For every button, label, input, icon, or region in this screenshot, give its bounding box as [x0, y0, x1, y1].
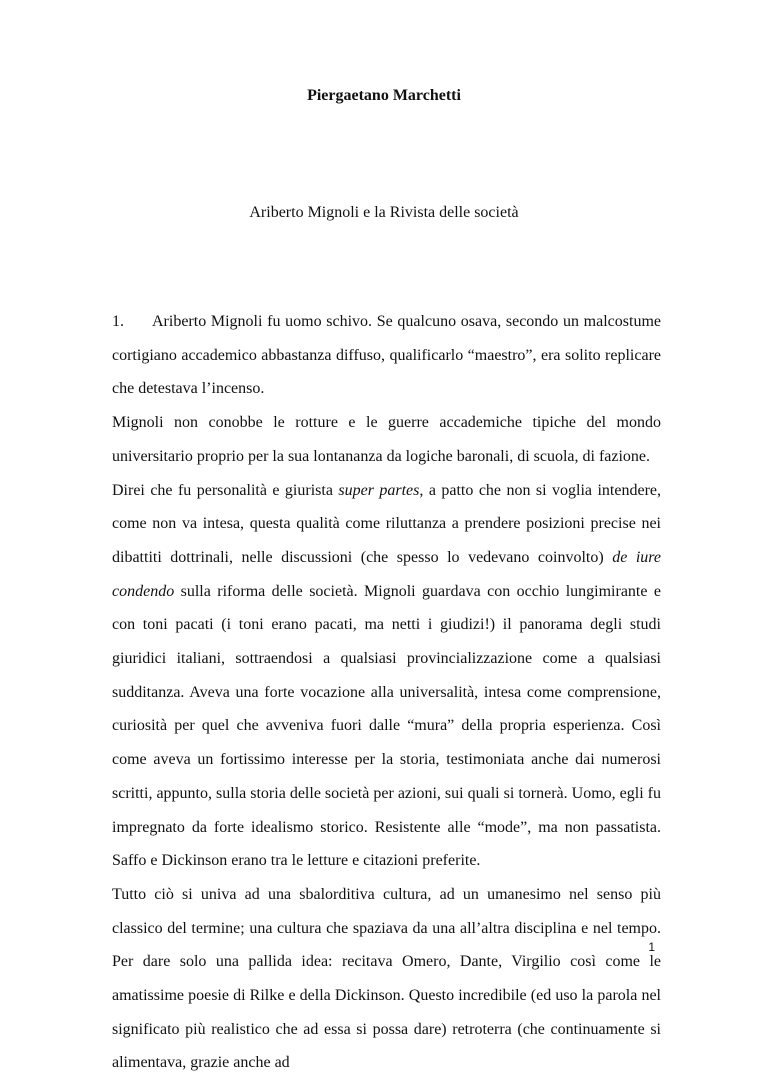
article-title: Ariberto Mignoli e la Rivista delle società	[249, 204, 519, 221]
italic-phrase: de iure condendo	[112, 548, 662, 600]
section-number: 1.	[112, 313, 124, 330]
paragraph: Tutto ciò si univa ad una sbalorditiva cultura, ad un umanesimo nel senso più classico del termine; una cultura che spaziava da una all’altra disciplina e nel tempo. Per dare solo una pallida idea: recitava Omero, Dante, Virgilio così come le amatissime poesie di Rilke e della Dickinson. Questo incredibile (ed uso la parola nel significato più realistico che ad essa si possa dare) retroterra (che continuamente si alimentava, grazie anche ad	[112, 885, 661, 1072]
paragraph-text: Ariberto Mignoli fu uomo schivo. Se qualcuno osava, secondo un malcostume cortigiano accademico abbastanza diffuso, qualificarlo “maestro”, era solito replicare che detestava l’incenso.	[112, 313, 661, 398]
body-text	[112, 305, 661, 1080]
paragraph: Mignoli non conobbe le rotture e le guerre accademiche tipiche del mondo universitario proprio per la sua lontananza da logiche baronali, di scuola, di fazione.	[112, 414, 661, 465]
paragraph-text: , a patto che non si voglia intendere, come non va intesa, questa qualità come riluttanza a prendere posizioni precise nei dibattiti dottrinali, nelle discussioni (che spesso lo vedevano coinvolto)	[112, 481, 662, 566]
page-number: 1	[648, 940, 655, 954]
paragraph	[112, 305, 661, 406]
author-name: Piergaetano Marchetti	[307, 87, 461, 104]
italic-phrase: super partes	[338, 481, 420, 499]
paragraph	[112, 474, 661, 878]
paragraph-text: sulla riforma delle società. Mignoli guardava con occhio lungimirante e con toni pacati (i toni erano pacati, ma netti i giudizi!) il panorama degli studi giuridici italiani, sottraendosi a qualsiasi provincializzazione come a qualsiasi sudditanza. Aveva una forte vocazione alla universalità, intesa come comprensione, curiosità per quel che avveniva fuori dalle “mura” della propria esperienza. Così come aveva un fortissimo interesse per la storia, testimoniata anche dai numerosi scritti, appunto, sulla storia delle società per azioni, sui quali si tornerà. Uomo, egli fu impregnato da forte idealismo storico. Resistente alle “mode”, ma non passatista. Saffo e Dickinson erano tra le letture e citazioni preferite.	[112, 582, 661, 870]
paragraph-text: Direi che fu personalità e giurista	[112, 481, 339, 499]
